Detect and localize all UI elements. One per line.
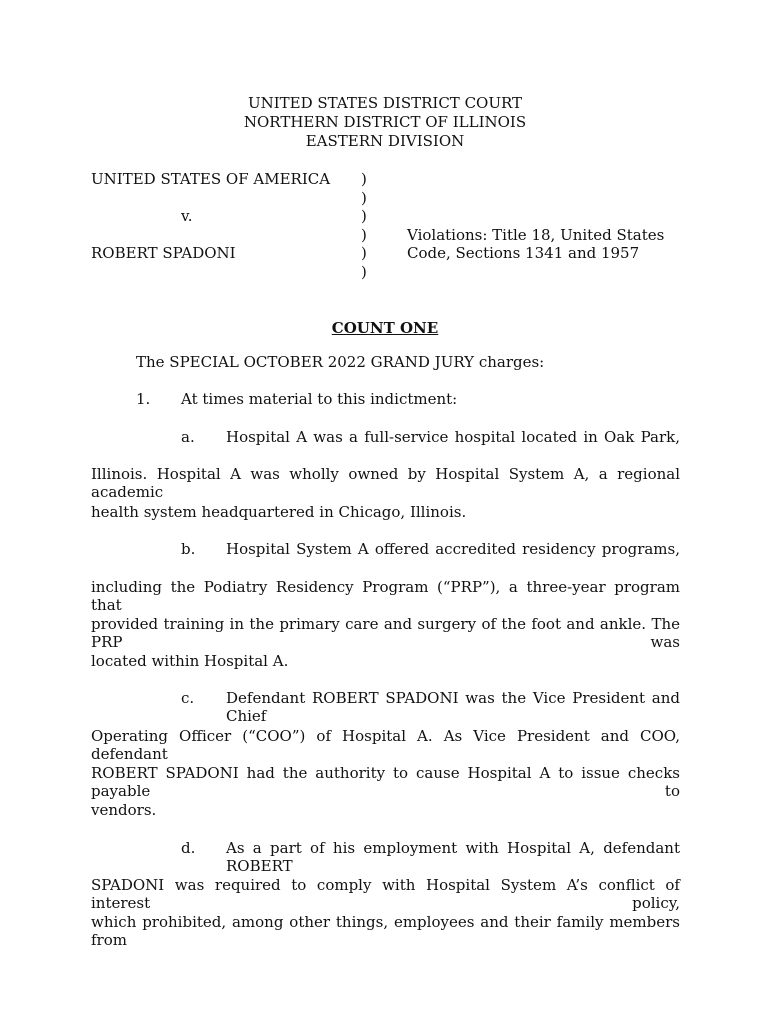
body-line: provided training in the primary care and surgery of the foot and ankle. The PRP was [91, 615, 680, 651]
body-line: Hospital A was a full-service hospital located in Oak Park, [226, 428, 680, 446]
caption-paren: ) [361, 244, 367, 262]
body-line: vendors. [91, 801, 157, 819]
body-line: including the Podiatry Residency Program (“PRP”), a three-year program that [91, 578, 680, 614]
defendant-name: ROBERT SPADONI [91, 244, 236, 262]
grand-jury-intro: The SPECIAL OCTOBER 2022 GRAND JURY charges: [136, 353, 545, 371]
item-label: a. [181, 428, 195, 446]
body-line: located within Hospital A. [91, 652, 289, 670]
body-line: Illinois. Hospital A was wholly owned by Hospital System A, a regional academic [91, 465, 680, 501]
district-name: NORTHERN DISTRICT OF ILLINOIS [243, 113, 527, 131]
paragraph-number: 1. [136, 390, 151, 408]
versus-label: v. [181, 207, 193, 225]
body-line: Defendant ROBERT SPADONI was the Vice President and Chief [226, 689, 680, 725]
body-line: As a part of his employment with Hospital A, defendant ROBERT [226, 839, 680, 875]
caption-paren: ) [361, 207, 367, 225]
item-label: b. [181, 540, 196, 558]
body-line: SPADONI was required to comply with Hospital System A’s conflict of interest policy, [91, 876, 680, 912]
violations-line-1: Violations: Title 18, United States [407, 226, 665, 244]
body-line: ROBERT SPADONI had the authority to cause Hospital A to issue checks payable to [91, 764, 680, 800]
caption-paren: ) [361, 170, 367, 188]
item-label: c. [181, 689, 195, 707]
paragraph-text: At times material to this indictment: [181, 390, 458, 408]
body-line: which prohibited, among other things, employees and their family members from [91, 913, 680, 949]
caption-paren: ) [361, 226, 367, 244]
body-line: Operating Officer (“COO”) of Hospital A. As Vice President and COO, defendant [91, 727, 680, 763]
body-line: health system headquartered in Chicago, Illinois. [91, 503, 467, 521]
court-name: UNITED STATES DISTRICT COURT [247, 94, 523, 112]
division-name: EASTERN DIVISION [305, 132, 465, 150]
violations-line-2: Code, Sections 1341 and 1957 [407, 244, 640, 262]
count-title: COUNT ONE [331, 319, 439, 337]
plaintiff-name: UNITED STATES OF AMERICA [91, 170, 331, 188]
item-label: d. [181, 839, 196, 857]
caption-paren: ) [361, 189, 367, 207]
caption-paren: ) [361, 263, 367, 281]
body-line: Hospital System A offered accredited residency programs, [226, 540, 680, 558]
